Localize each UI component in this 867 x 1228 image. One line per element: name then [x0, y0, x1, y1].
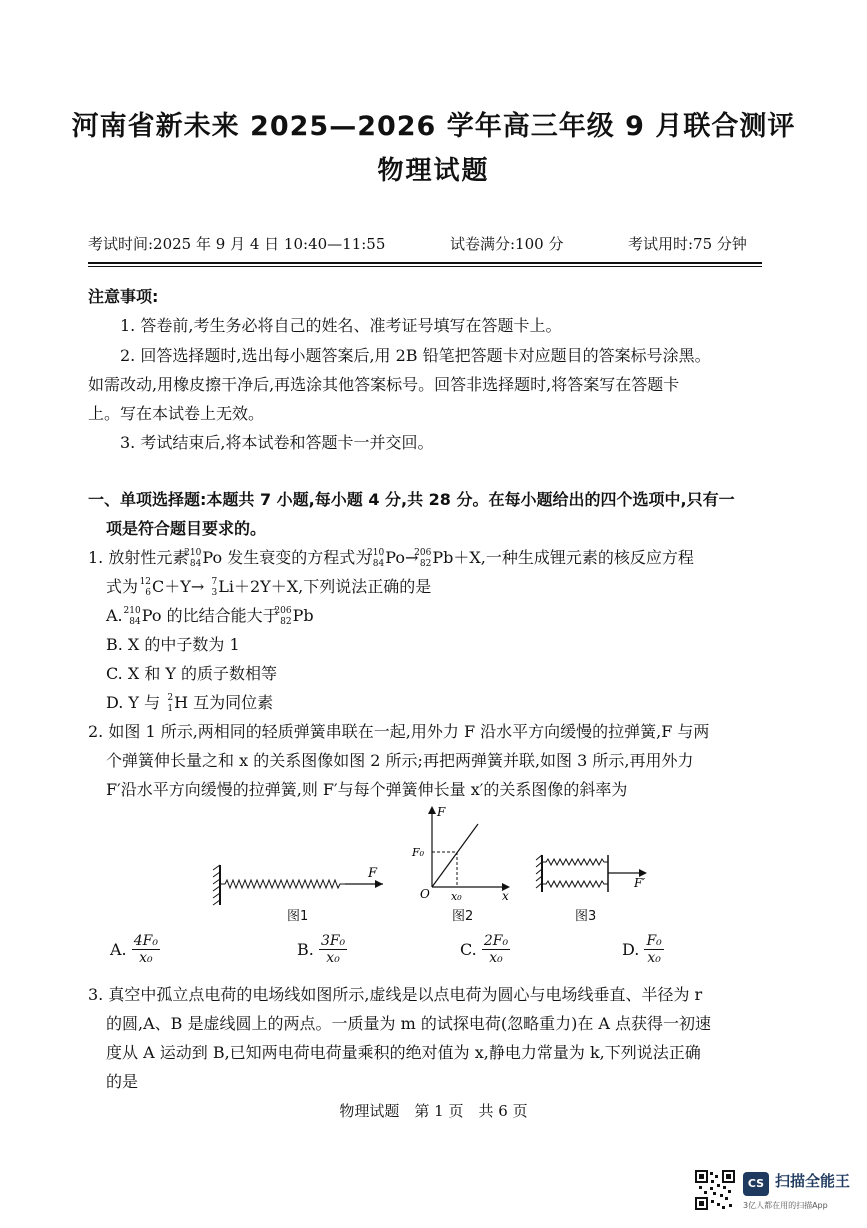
- full-score: 试卷满分:100 分: [450, 235, 564, 253]
- q3-line-3: 度从 A 运动到 B,已知两电荷电荷量乘积的绝对值为 x,静电力常量为 k,下列说法正确: [106, 1043, 701, 1062]
- q2-option-b: B. $\frac{\text{3F₀}}{\text{x₀}}$: [297, 933, 346, 966]
- q3-line-1: 3. 真空中孤立点电荷的电场线如图所示,虚线是以点电荷为圆心与电场线垂直、半径为 r: [88, 985, 703, 1004]
- q1-option-a: A. 210 84 Po 的比结合能大于 206 82 Pb: [106, 606, 314, 627]
- camscanner-tagline: 3亿人都在用的扫描App: [743, 1201, 828, 1210]
- fig1-caption: 图1: [287, 909, 309, 924]
- q1-option-c: C. X 和 Y 的质子数相等: [106, 664, 278, 683]
- q2-line-3: F′沿水平方向缓慢的拉弹簧,则 F′与每个弹簧伸长量 x′的关系图像的斜率为: [106, 780, 628, 799]
- figure-2: [410, 802, 520, 902]
- q2-option-c: C. $\frac{\text{2F₀}}{\text{x₀}}$: [460, 933, 509, 966]
- svg-text:F′: F′: [634, 876, 646, 890]
- camscanner-name: 扫描全能王: [775, 1172, 851, 1190]
- page-title: 河南省新未来 2025—2026 学年高三年级 9 月联合测评: [71, 111, 796, 142]
- notice-item-1: 1. 答卷前,考生务必将自己的姓名、准考证号填写在答题卡上。: [120, 316, 562, 335]
- q1-line-1: 1. 放射性元素 210 84 Po 发生衰变的方程式为 210 84 Po→ 206 82 Pb＋X,一种生成锂元素的核反应方程: [88, 548, 694, 569]
- header-rule-thin: [88, 266, 762, 267]
- svg-text:O: O: [420, 887, 430, 901]
- nuclide-po: 210 84: [367, 548, 385, 569]
- svg-text:x₀: x₀: [451, 890, 462, 902]
- svg-text:F: F: [437, 805, 446, 819]
- notice-heading: 注意事项:: [88, 287, 159, 306]
- q1-option-d: D. Y 与 2 1 H 互为同位素: [106, 693, 274, 714]
- q3-line-2: 的圆,A、B 是虚线圆上的两点。一质量为 m 的试探电荷(忽略重力)在 A 点获得一初速: [106, 1014, 712, 1033]
- q1-line-2: 式为 12 6 C＋Y→ 7 3 Li＋2Y＋X,下列说法正确的是: [106, 577, 432, 598]
- q1-option-b: B. X 的中子数为 1: [106, 635, 240, 654]
- notice-item-3: 3. 考试结束后,将本试卷和答题卡一并交回。: [120, 433, 434, 452]
- svg-text:x: x: [502, 889, 509, 902]
- q3-line-4: 的是: [106, 1072, 139, 1091]
- exam-time: 考试时间:2025 年 9 月 4 日 10:40—11:55: [88, 235, 386, 253]
- q2-option-d: D. $\frac{\text{F₀}}{\text{x₀}}$: [622, 933, 662, 966]
- nuclide-li: 7 3: [211, 577, 218, 598]
- notice-item-2-cont: 如需改动,用橡皮擦干净后,再选涂其他答案标号。回答非选择题时,将答案写在答题卡: [88, 375, 680, 394]
- page-subtitle: 物理试题: [377, 156, 490, 186]
- svg-text:F₀: F₀: [412, 846, 425, 859]
- nuclide-pb: 206 82: [414, 548, 432, 569]
- notice-item-2: 2. 回答选择题时,选出每小题答案后,用 2B 铅笔把答题卡对应题目的答案标号涂黑。: [120, 346, 711, 365]
- page-footer: 物理试题 第 1 页 共 6 页: [339, 1102, 528, 1120]
- nuclide-c: 12 6: [139, 577, 152, 598]
- nuclide-po: 210 84: [184, 548, 202, 569]
- section-heading-cont: 项是符合题目要求的。: [106, 519, 267, 538]
- q2-line-2: 个弹簧伸长量之和 x 的关系图像如图 2 所示;再把两弹簧并联,如图 3 所示,再用外力: [106, 751, 694, 770]
- figure-1: [205, 860, 395, 910]
- qr-code-icon: [695, 1170, 735, 1210]
- fig2-caption: 图2: [452, 909, 474, 924]
- fig1-force-label: F: [368, 866, 378, 881]
- q2-line-1: 2. 如图 1 所示,两相同的轻质弹簧串联在一起,用外力 F 沿水平方向缓慢的拉弹簧,F 与两: [88, 722, 710, 741]
- notice-item-2-end: 上。写在本试卷上无效。: [88, 404, 265, 423]
- section-heading: 一、单项选择题:本题共 7 小题,每小题 4 分,共 28 分。在每小题给出的四个选项中,只有一: [88, 490, 735, 509]
- header-rule: [88, 262, 762, 264]
- fig3-caption: 图3: [575, 909, 597, 924]
- figure-3: [530, 850, 660, 900]
- camscanner-logo: CS: [743, 1172, 769, 1196]
- duration: 考试用时:75 分钟: [628, 235, 747, 253]
- q2-option-a: A. $\frac{\text{4F₀}}{\text{x₀}}$: [110, 933, 158, 966]
